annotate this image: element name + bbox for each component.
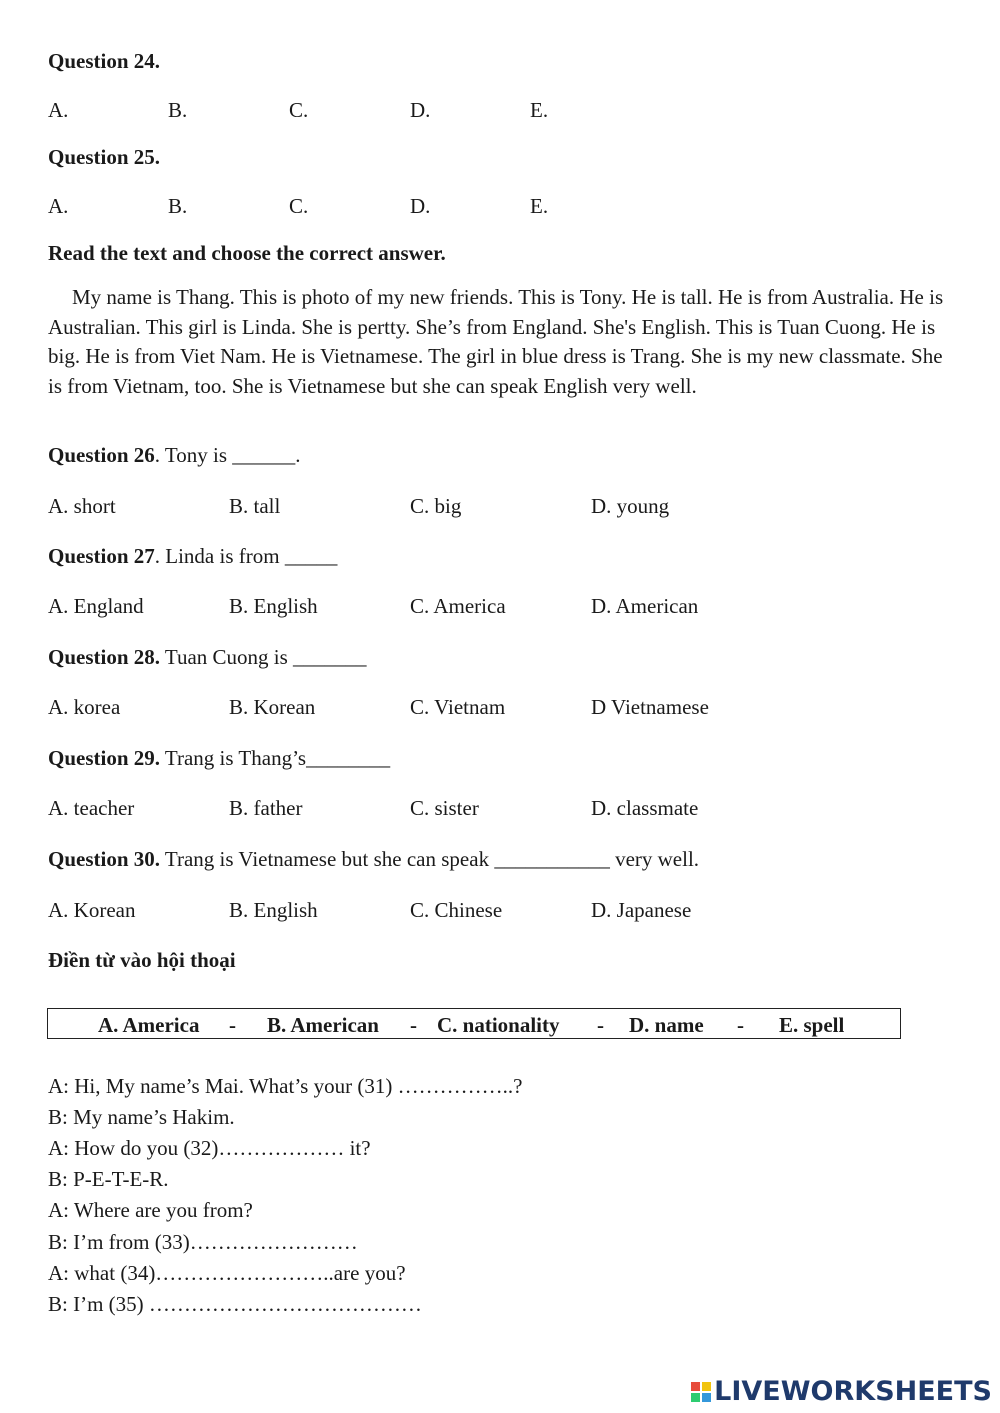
q27-option-a[interactable]: A. England bbox=[48, 594, 144, 618]
q25-option-c[interactable]: C. bbox=[289, 194, 309, 218]
q25-option-b[interactable]: B. bbox=[168, 194, 188, 218]
q28-option-d[interactable]: D Vietnamese bbox=[591, 695, 709, 719]
q24-option-e[interactable]: E. bbox=[530, 98, 549, 122]
reading-passage: My name is Thang. This is photo of my new friends. This is Tony. He is tall. He is from Australia. He is Australian. This girl is Linda. She is pertty. She’s from England. She's English. This is Tuan Cuong. He is big. He is from Viet Nam. He is Vietnamese. The girl in blue dress is Trang. She is my new classmate. She is from Vietnam, too. She is Vietnamese but she can speak English very well. bbox=[48, 285, 944, 398]
q28-option-c[interactable]: C. Vietnam bbox=[410, 695, 506, 719]
question-30-label: Question 30. bbox=[48, 847, 161, 871]
q29-option-c[interactable]: C. sister bbox=[410, 796, 479, 820]
q29-option-a[interactable]: A. teacher bbox=[48, 796, 135, 820]
question-29-stem: Trang is Thang’s________ bbox=[160, 746, 391, 770]
dialogue-line-32[interactable]: A: How do you (32)……………… it? bbox=[48, 1136, 371, 1160]
q24-option-d[interactable]: D. bbox=[410, 98, 431, 122]
question-25-label: Question 25. bbox=[48, 145, 161, 169]
dialogue-heading: Điền từ vào hội thoại bbox=[48, 948, 236, 972]
q30-option-d[interactable]: D. Japanese bbox=[591, 898, 692, 922]
question-27-stem: . Linda is from _____ bbox=[154, 544, 338, 568]
dialogue-line-31[interactable]: A: Hi, My name’s Mai. What’s your (31) ……………..? bbox=[48, 1074, 523, 1098]
question-26-stem: . Tony is ______. bbox=[154, 443, 301, 467]
liveworksheets-logo bbox=[691, 1378, 992, 1405]
question-27-label: Question 27 bbox=[48, 544, 155, 568]
word-bank-separator: - bbox=[597, 1013, 604, 1037]
q25-option-d[interactable]: D. bbox=[410, 194, 431, 218]
dialogue-line-35[interactable]: B: I’m (35) ………………………………… bbox=[48, 1292, 422, 1316]
q26-option-b[interactable]: B. tall bbox=[229, 494, 281, 518]
question-28-label: Question 28. bbox=[48, 645, 161, 669]
q25-option-e[interactable]: E. bbox=[530, 194, 549, 218]
word-bank-separator: - bbox=[737, 1013, 744, 1037]
brand-name: LIVEWORKSHEETS bbox=[714, 1376, 992, 1407]
question-28-stem: Tuan Cuong is _______ bbox=[160, 645, 367, 669]
q28-option-b[interactable]: B. Korean bbox=[229, 695, 316, 719]
q29-option-b[interactable]: B. father bbox=[229, 796, 303, 820]
logo-grid-icon bbox=[691, 1382, 711, 1402]
question-28 bbox=[48, 647, 367, 668]
q28-option-a[interactable]: A. korea bbox=[48, 695, 121, 719]
question-24-label: Question 24. bbox=[48, 49, 161, 73]
q29-option-d[interactable]: D. classmate bbox=[591, 796, 699, 820]
q26-option-d[interactable]: D. young bbox=[591, 494, 670, 518]
question-29 bbox=[48, 748, 390, 769]
question-26 bbox=[48, 445, 301, 466]
q24-option-c[interactable]: C. bbox=[289, 98, 309, 122]
question-27 bbox=[48, 546, 337, 567]
word-bank-separator: - bbox=[410, 1013, 417, 1037]
word-bank-separator: - bbox=[229, 1013, 236, 1037]
question-29-label: Question 29. bbox=[48, 746, 161, 770]
word-bank-item-american: B. American bbox=[267, 1013, 379, 1037]
q30-option-a[interactable]: A. Korean bbox=[48, 898, 136, 922]
q27-option-d[interactable]: D. American bbox=[591, 594, 699, 618]
dialogue-line: B: My name’s Hakim. bbox=[48, 1105, 235, 1129]
q27-option-c[interactable]: C. America bbox=[410, 594, 506, 618]
q25-option-a[interactable]: A. bbox=[48, 194, 69, 218]
dialogue-line-34[interactable]: A: what (34)……………………..are you? bbox=[48, 1261, 406, 1285]
question-30-stem: Trang is Vietnamese but she can speak ___________ very well. bbox=[160, 847, 700, 871]
word-bank-item-spell: E. spell bbox=[779, 1013, 845, 1037]
question-26-label: Question 26 bbox=[48, 443, 155, 467]
dialogue-line-33[interactable]: B: I’m from (33)…………………… bbox=[48, 1230, 358, 1254]
word-bank-item-nationality: C. nationality bbox=[437, 1013, 560, 1037]
q30-option-b[interactable]: B. English bbox=[229, 898, 318, 922]
q24-option-a[interactable]: A. bbox=[48, 98, 69, 122]
word-bank-box bbox=[47, 1008, 901, 1039]
dialogue-line: B: P-E-T-E-R. bbox=[48, 1167, 169, 1191]
word-bank-item-name: D. name bbox=[629, 1013, 704, 1037]
q26-option-c[interactable]: C. big bbox=[410, 494, 462, 518]
q26-option-a[interactable]: A. short bbox=[48, 494, 116, 518]
question-30 bbox=[48, 849, 699, 870]
dialogue-line: A: Where are you from? bbox=[48, 1198, 253, 1222]
q30-option-c[interactable]: C. Chinese bbox=[410, 898, 503, 922]
word-bank-item-america: A. America bbox=[98, 1013, 200, 1037]
q24-option-b[interactable]: B. bbox=[168, 98, 188, 122]
reading-instruction: Read the text and choose the correct answer. bbox=[48, 241, 446, 265]
q27-option-b[interactable]: B. English bbox=[229, 594, 318, 618]
